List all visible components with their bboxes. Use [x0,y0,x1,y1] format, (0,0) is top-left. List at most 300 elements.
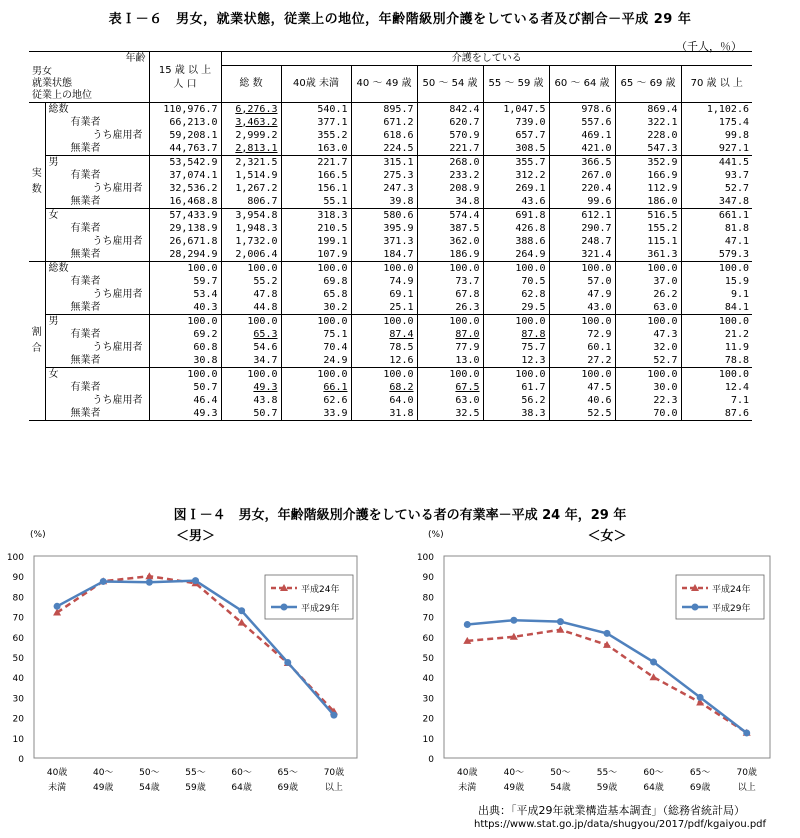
corner-age-label: 年齢 [29,52,149,66]
table-cell: 220.4 [549,182,615,195]
table-cell: 574.4 [417,208,483,222]
table-cell: 87.8 [483,328,549,341]
table-cell: 70.4 [281,341,351,354]
y-tick-label: 100 [6,553,24,563]
table-cell: 66.1 [281,381,351,394]
table-cell: 268.0 [417,155,483,169]
row-label: 無業者 [45,354,149,368]
table-cell: 27.2 [549,354,615,368]
table-cell: 2,006.4 [221,248,281,262]
table-cell: 43.0 [549,301,615,315]
table-cell: 426.8 [483,222,549,235]
table-cell: 112.9 [615,182,681,195]
x-tick-label: 70歳 [736,768,757,778]
table-cell: 28,294.9 [149,248,221,262]
table-cell: 73.7 [417,275,483,288]
table-cell: 56.2 [483,394,549,407]
row-label: うち雇用者 [45,129,149,142]
table-cell: 6,276.3 [221,102,281,116]
col-header: 40 ～ 49 歳 [351,66,417,103]
table-cell: 24.9 [281,354,351,368]
table-cell: 371.3 [351,235,417,248]
table-cell: 842.4 [417,102,483,116]
table-cell: 99.8 [681,129,752,142]
table-row [29,129,752,142]
row-label: うち雇用者 [45,341,149,354]
table-cell: 620.7 [417,116,483,129]
table-cell: 269.1 [483,182,549,195]
table-cell: 55.1 [281,195,351,209]
table-cell: 308.5 [483,142,549,156]
table-cell: 30.8 [149,354,221,368]
table-cell: 65.8 [281,288,351,301]
table-cell: 40.6 [549,394,615,407]
table-cell: 100.0 [483,314,549,328]
y-tick-label: 20 [422,714,434,725]
table-cell: 11.9 [681,341,752,354]
x-tick-label: 69歳 [689,783,711,793]
table-cell: 210.5 [281,222,351,235]
table-cell: 540.1 [281,102,351,116]
x-tick-label: 40歳 [457,768,478,778]
table-cell: 32.5 [417,407,483,421]
table-cell: 221.7 [417,142,483,156]
x-tick-label: 40～ [503,768,525,778]
table-cell: 100.0 [483,367,549,381]
y-tick-label: 30 [422,694,434,705]
table-cell: 355.7 [483,155,549,169]
table-cell: 74.9 [351,275,417,288]
data-point [604,630,611,637]
table-cell: 52.7 [681,182,752,195]
table-cell: 100.0 [221,261,281,275]
table-cell: 547.3 [615,142,681,156]
col-header: 40歳 未満 [281,66,351,103]
y-tick-label: 10 [12,734,24,745]
x-tick-label: 55～ [185,768,206,778]
x-tick-label: 未満 [48,783,67,793]
table-cell: 469.1 [549,129,615,142]
table-cell: 421.0 [549,142,615,156]
table-cell: 395.9 [351,222,417,235]
x-tick-label: 49歳 [503,783,525,793]
table-cell: 22.3 [615,394,681,407]
row-label: 無業者 [45,248,149,262]
y-tick-label: 10 [422,734,434,745]
table-row [29,328,752,341]
row-label: 有業者 [45,328,149,341]
table-cell: 671.2 [351,116,417,129]
pop-header-line1: 15 歳 以 上 [158,65,212,76]
row-label: うち雇用者 [45,394,149,407]
table-cell: 61.7 [483,381,549,394]
table-cell: 315.1 [351,155,417,169]
table-cell: 25.1 [351,301,417,315]
legend-label: 平成24年 [301,585,340,595]
table-cell: 612.1 [549,208,615,222]
table-cell: 377.1 [281,116,351,129]
chart-title: ＜男＞ [175,529,216,544]
table-cell: 100.0 [221,314,281,328]
table-cell: 46.4 [149,394,221,407]
chart-title: ＜女＞ [587,529,627,544]
table-cell: 248.7 [549,235,615,248]
col-header: 50 ～ 54 歳 [417,66,483,103]
table-cell: 21.2 [681,328,752,341]
table-cell: 60.8 [149,341,221,354]
table-row [29,182,752,195]
section-label: 割合 [29,261,45,420]
row-label: 女 [45,367,149,381]
table-cell: 100.0 [681,261,752,275]
table-cell: 166.9 [615,169,681,182]
table-cell: 100.0 [549,367,615,381]
table-cell: 362.0 [417,235,483,248]
table-cell: 290.7 [549,222,615,235]
table-row [29,195,752,209]
table-cell: 247.3 [351,182,417,195]
x-tick-label: 50～ [139,768,160,778]
table-cell: 321.4 [549,248,615,262]
table-cell: 580.6 [351,208,417,222]
row-label: 女 [45,208,149,222]
x-tick-label: 以上 [324,783,343,793]
y-tick-label: 0 [18,755,24,765]
table-cell: 927.1 [681,142,752,156]
legend-label: 平成29年 [301,604,340,614]
table-cell: 62.6 [281,394,351,407]
table-row [29,235,752,248]
row-label: 男 [45,314,149,328]
table-row [29,354,752,368]
table-cell: 63.0 [417,394,483,407]
table-cell: 322.1 [615,116,681,129]
x-tick-label: 54歳 [550,783,571,793]
group-header: 介護をしている [221,52,752,66]
table-cell: 570.9 [417,129,483,142]
legend-label: 平成29年 [712,604,751,614]
table-cell: 1,732.0 [221,235,281,248]
table-cell: 557.6 [549,116,615,129]
y-tick-label: 40 [422,674,434,685]
table-cell: 3,463.2 [221,116,281,129]
table-cell: 44.8 [221,301,281,315]
x-tick-label: 49歳 [92,783,114,793]
row-label: 無業者 [45,142,149,156]
table-cell: 312.2 [483,169,549,182]
table-cell: 441.5 [681,155,752,169]
table-row [29,208,752,222]
row-label: 有業者 [45,381,149,394]
table-cell: 100.0 [281,314,351,328]
table-cell: 30.0 [615,381,681,394]
table-cell: 29.5 [483,301,549,315]
table-cell: 16,468.8 [149,195,221,209]
row-label: 無業者 [45,195,149,209]
table-row [29,407,752,421]
table-cell: 184.7 [351,248,417,262]
table-cell: 267.0 [549,169,615,182]
table-cell: 1,267.2 [221,182,281,195]
table-cell: 657.7 [483,129,549,142]
data-point [330,712,337,719]
table-row [29,367,752,381]
table-cell: 53.4 [149,288,221,301]
x-tick-label: 40歳 [46,768,68,778]
table-cell: 72.9 [549,328,615,341]
data-point [238,607,245,614]
row-label: うち雇用者 [45,235,149,248]
y-tick-label: 50 [422,654,434,664]
corner-left-1: 男女 [32,65,52,77]
table-cell: 110,976.7 [149,102,221,116]
x-tick-label: 50～ [550,768,571,778]
table-cell: 63.0 [615,301,681,315]
y-tick-label: 80 [422,593,434,604]
table-cell: 388.6 [483,235,549,248]
table-cell: 156.1 [281,182,351,195]
table-cell: 69.2 [149,328,221,341]
data-table [29,51,752,421]
y-axis-label: (%) [428,530,444,540]
table-cell: 87.4 [351,328,417,341]
data-point [697,694,704,701]
table-cell: 366.5 [549,155,615,169]
table-cell: 34.7 [221,354,281,368]
table-cell: 15.9 [681,275,752,288]
table-cell: 49.3 [149,407,221,421]
table-cell: 69.8 [281,275,351,288]
table-row [29,288,752,301]
y-tick-label: 30 [12,694,24,705]
table-cell: 100.0 [417,261,483,275]
data-point [146,579,153,586]
table-cell: 100.0 [417,314,483,328]
table-row [29,102,752,116]
table-cell: 13.0 [417,354,483,368]
x-tick-label: 54歳 [139,783,160,793]
table-cell: 100.0 [281,367,351,381]
table-cell: 50.7 [149,381,221,394]
y-tick-label: 90 [12,573,24,584]
x-tick-label: 未満 [458,783,477,793]
table-cell: 59.7 [149,275,221,288]
table-cell: 52.5 [549,407,615,421]
table-cell: 347.8 [681,195,752,209]
row-label: 有業者 [45,169,149,182]
table-cell: 47.9 [549,288,615,301]
table-cell: 100.0 [615,261,681,275]
table-cell: 100.0 [149,314,221,328]
table-cell: 53,542.9 [149,155,221,169]
table-row [29,116,752,129]
table-cell: 47.3 [615,328,681,341]
x-tick-label: 60～ [643,768,664,778]
table-cell: 163.0 [281,142,351,156]
table-cell: 166.5 [281,169,351,182]
table-cell: 224.5 [351,142,417,156]
table-cell: 70.5 [483,275,549,288]
row-label: 有業者 [45,222,149,235]
pop-header-line2: 人 口 [173,79,197,90]
table-cell: 100.0 [149,261,221,275]
table-cell: 9.1 [681,288,752,301]
table-cell: 100.0 [615,314,681,328]
table-cell: 275.3 [351,169,417,182]
table-cell: 2,999.2 [221,129,281,142]
col-header: 55 ～ 59 歳 [483,66,549,103]
table-cell: 3,954.8 [221,208,281,222]
x-tick-label: 65～ [689,768,711,778]
table-cell: 43.8 [221,394,281,407]
table-cell: 355.2 [281,129,351,142]
table-cell: 37,074.1 [149,169,221,182]
table-cell: 318.3 [281,208,351,222]
x-tick-label: 69歳 [277,783,299,793]
table-row [29,222,752,235]
y-tick-label: 50 [12,654,24,664]
table-title: 表Ｉ－６ 男女，就業状態，従業上の地位，年齢階級別介護をしている者及び割合－平成 29 年 [108,12,692,27]
table-cell: 52.7 [615,354,681,368]
table-cell: 100.0 [351,314,417,328]
table-cell: 12.3 [483,354,549,368]
x-tick-label: 70歳 [323,768,345,778]
pop-header [149,52,221,103]
corner-left-2: 就業状態 [32,77,72,89]
table-cell: 37.0 [615,275,681,288]
table-cell: 87.0 [417,328,483,341]
x-tick-label: 59歳 [596,783,618,793]
table-cell: 115.1 [615,235,681,248]
y-tick-label: 80 [12,593,24,604]
table-cell: 221.7 [281,155,351,169]
table-cell: 978.6 [549,102,615,116]
table-cell: 352.9 [615,155,681,169]
table-row [29,275,752,288]
table-row [29,248,752,262]
table-cell: 78.8 [681,354,752,368]
y-tick-label: 90 [422,573,434,584]
table-cell: 387.5 [417,222,483,235]
table-cell: 93.7 [681,169,752,182]
section-label: 実数 [29,102,45,261]
table-cell: 69.1 [351,288,417,301]
table-cell: 49.3 [221,381,281,394]
legend-marker [281,604,288,611]
table-cell: 100.0 [221,367,281,381]
col-header: 70 歳 以 上 [681,66,752,103]
row-label: 有業者 [45,116,149,129]
y-tick-label: 60 [422,633,434,644]
table-cell: 739.0 [483,116,549,129]
table-cell: 806.7 [221,195,281,209]
table-row [29,341,752,354]
table-cell: 7.1 [681,394,752,407]
data-point [743,729,750,736]
table-cell: 62.8 [483,288,549,301]
table-cell: 579.3 [681,248,752,262]
table-cell: 516.5 [615,208,681,222]
table-cell: 66,213.0 [149,116,221,129]
table-row [29,301,752,315]
table-cell: 77.9 [417,341,483,354]
figure-title: 図Ｉ－４ 男女，年齢階級別介護をしている者の有業率－平成 24 年，29 年 [173,508,627,523]
table-cell: 75.7 [483,341,549,354]
table-cell: 1,948.3 [221,222,281,235]
table-cell: 100.0 [483,261,549,275]
x-tick-label: 59歳 [185,783,206,793]
table-cell: 186.9 [417,248,483,262]
table-cell: 2,813.1 [221,142,281,156]
table-cell: 67.8 [417,288,483,301]
y-tick-label: 70 [422,613,434,624]
table-cell: 100.0 [149,367,221,381]
table-cell: 60.1 [549,341,615,354]
table-row [29,381,752,394]
table-cell: 29,138.9 [149,222,221,235]
table-row [29,394,752,407]
data-point [54,603,61,610]
table-cell: 44,763.7 [149,142,221,156]
table-cell: 26.3 [417,301,483,315]
corner-left-3: 従業上の地位 [32,89,92,101]
x-tick-label: 64歳 [231,783,252,793]
table-cell: 32,536.2 [149,182,221,195]
table-cell: 12.4 [681,381,752,394]
table-cell: 57.0 [549,275,615,288]
table-cell: 39.8 [351,195,417,209]
row-label: 無業者 [45,301,149,315]
y-axis-label: (%) [30,530,46,540]
table-cell: 228.0 [615,129,681,142]
source-note: 出典：「平成29年就業構造基本調査」（総務省統計局） [478,804,745,817]
table-cell: 47.5 [549,381,615,394]
row-label: 有業者 [45,275,149,288]
row-label: 無業者 [45,407,149,421]
data-point [464,621,471,628]
table-cell: 100.0 [549,261,615,275]
table-cell: 84.1 [681,301,752,315]
table-cell: 100.0 [681,367,752,381]
table-cell: 34.8 [417,195,483,209]
table-cell: 54.6 [221,341,281,354]
table-cell: 199.1 [281,235,351,248]
table-cell: 47.8 [221,288,281,301]
data-point [650,659,657,666]
y-tick-label: 20 [12,714,24,725]
x-tick-label: 60～ [231,768,252,778]
table-cell: 107.9 [281,248,351,262]
table-cell: 2,321.5 [221,155,281,169]
table-cell: 32.0 [615,341,681,354]
table-cell: 99.6 [549,195,615,209]
data-point [557,618,564,625]
row-label: うち雇用者 [45,182,149,195]
table-cell: 100.0 [681,314,752,328]
table-cell: 26,671.8 [149,235,221,248]
legend-label: 平成24年 [712,585,751,595]
table-cell: 33.9 [281,407,351,421]
table-cell: 40.3 [149,301,221,315]
x-tick-label: 以上 [737,783,756,793]
table-cell: 618.6 [351,129,417,142]
table-cell: 12.6 [351,354,417,368]
table-cell: 361.3 [615,248,681,262]
table-cell: 895.7 [351,102,417,116]
chart-female [400,522,800,822]
table-cell: 67.5 [417,381,483,394]
y-tick-label: 100 [416,553,434,563]
